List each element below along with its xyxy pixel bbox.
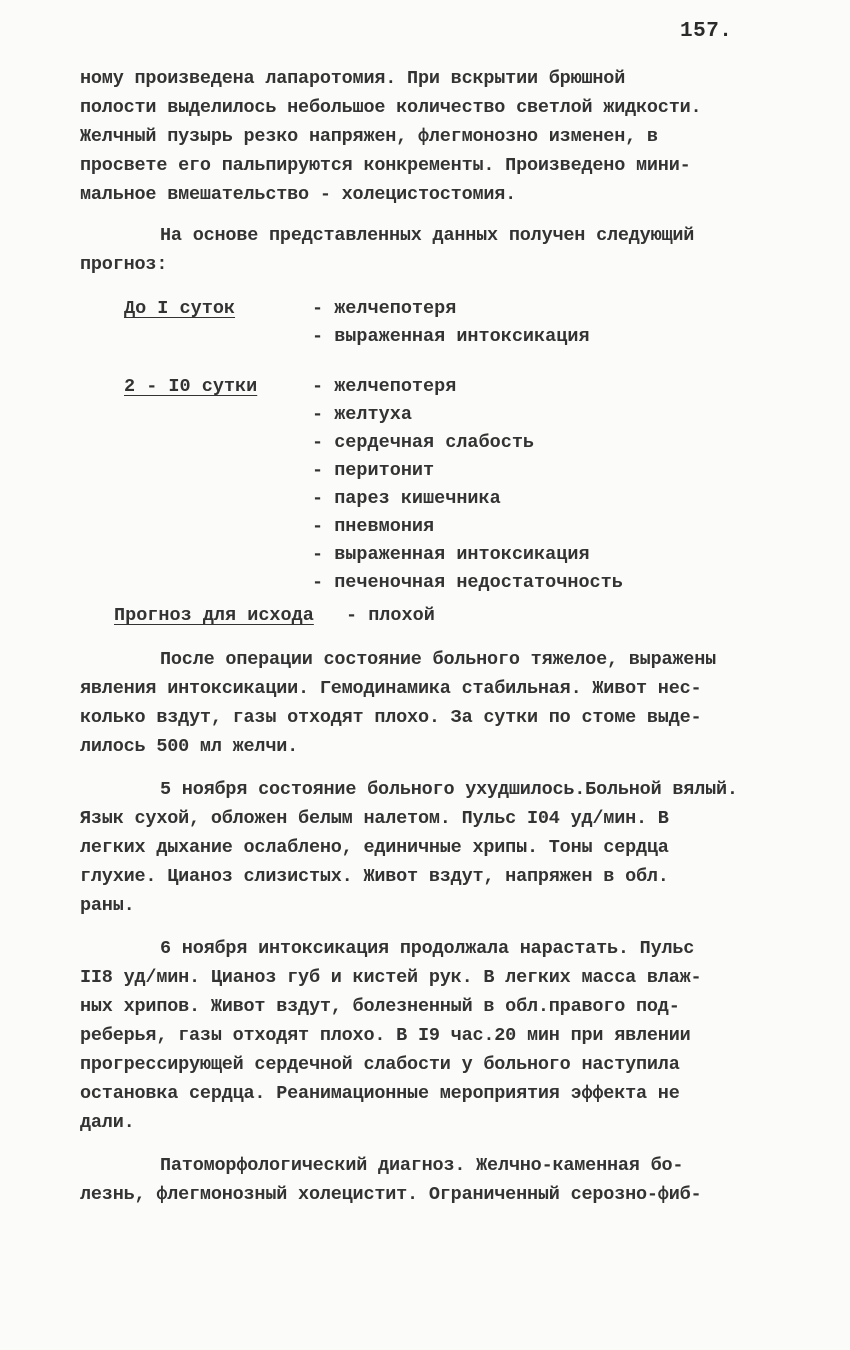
prognosis-row [80,513,780,541]
prognosis-row [80,569,780,597]
text-line: ному произведена лапаротомия. При вскрытии брюшной [80,68,626,89]
bottom-paragraphs [80,645,780,1209]
text-line: полости выделилось небольшое количество светлой жидкости. [80,97,702,118]
text-line: реберья, газы отходят плохо. В I9 час.20 мин при явлении [80,1025,691,1046]
text-line: легких дыхание ослаблено, единичные хрипы. Тоны сердца [80,837,669,858]
paragraph [80,221,780,279]
prognosis-list [80,295,780,597]
text-line: Патоморфологический диагноз. Желчно-каменная бо- [160,1155,684,1176]
paragraph [80,934,780,1137]
paragraph [80,775,780,920]
text-line: колько вздут, газы отходят плохо. За сутки по стоме выде- [80,707,702,728]
text-line: лилось 500 мл желчи. [80,736,299,757]
prognosis-row [80,373,780,401]
prognosis-spacer [80,351,780,373]
document-body [80,64,780,1209]
prognosis-period: 2 - I0 сутки [124,376,258,397]
text-line: прогрессирующей сердечной слабости у больного наступила [80,1054,680,1075]
text-line: ных хрипов. Живот вздут, болезненный в обл.правого под- [80,996,680,1017]
prognosis-item: - выраженная интоксикация [312,326,590,347]
prognosis-item: - печеночная недостаточность [312,572,623,593]
prognosis-row [80,485,780,513]
text-line: прогноз: [80,254,168,275]
text-line: На основе представленных данных получен следующий [160,225,695,246]
prognosis-item: - сердечная слабость [312,432,535,453]
outcome-line [80,601,780,631]
paragraph [80,64,780,209]
text-line: просвете его пальпируются конкременты. Произведено мини- [80,155,691,176]
paragraph [80,645,780,761]
prognosis-item: - пневмония [312,516,435,537]
text-line: II8 уд/мин. Цианоз губ и кистей рук. В легких масса влаж- [80,967,702,988]
prognosis-item: - выраженная интоксикация [312,544,590,565]
prognosis-item: - перитонит [312,460,435,481]
prognosis-item: - желчепотеря [312,298,457,319]
text-line: После операции состояние больного тяжелое, выражены [160,649,716,670]
prognosis-row [80,429,780,457]
text-line: раны. [80,895,135,916]
prognosis-row [80,323,780,351]
top-paragraphs [80,64,780,279]
text-line: мальное вмешательство - холецистостомия. [80,184,517,205]
prognosis-row [80,401,780,429]
outcome-value: - плохой [346,605,435,626]
paragraph [80,1151,780,1209]
prognosis-period: До I суток [124,298,236,319]
prognosis-row [80,457,780,485]
prognosis-item: - парез кишечника [312,488,501,509]
text-line: явления интоксикации. Гемодинамика стабильная. Живот нес- [80,678,702,699]
outcome-label: Прогноз для исхода [114,605,314,626]
text-line: Язык сухой, обложен белым налетом. Пульс I04 уд/мин. В [80,808,669,829]
prognosis-row [80,295,780,323]
prognosis-row [80,541,780,569]
text-line: глухие. Цианоз слизистых. Живот вздут, напряжен в обл. [80,866,669,887]
text-line: Желчный пузырь резко напряжен, флегмонозно изменен, в [80,126,658,147]
prognosis-item: - желтуха [312,404,412,425]
page-number: 157. [680,20,733,43]
prognosis-item: - желчепотеря [312,376,457,397]
text-line: остановка сердца. Реанимационные мероприятия эффекта не [80,1083,680,1104]
text-line: 5 ноября состояние больного ухудшилось.Больной вялый. [160,779,738,800]
text-line: 6 ноября интоксикация продолжала нарастать. Пульс [160,938,695,959]
text-line: дали. [80,1112,135,1133]
text-line: лезнь, флегмонозный холецистит. Ограниченный серозно-фиб- [80,1184,702,1205]
